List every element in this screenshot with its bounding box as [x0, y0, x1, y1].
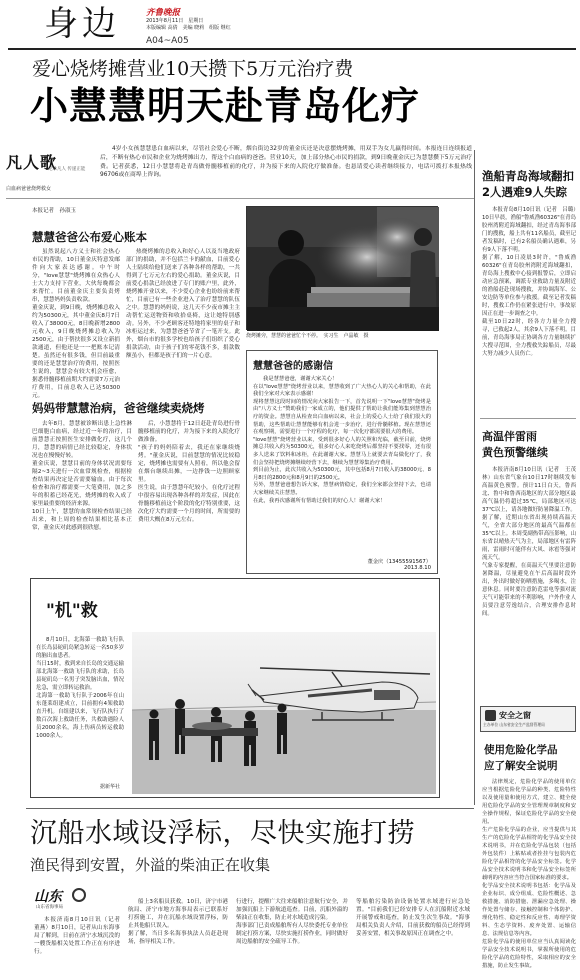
bottom-headline: 沉船水域设浮标，尽快实施打捞 [30, 818, 415, 849]
byline: 本报记者 孙淑玉 [32, 208, 77, 214]
column-logo [6, 150, 88, 180]
masthead-rule [8, 48, 576, 50]
maritime-logo-title: 山东 [34, 889, 62, 905]
safety-window-logo [480, 706, 576, 732]
maritime-anchor-icon [72, 888, 86, 902]
rescue-body: 8月10日，北海第一救助飞行队在长岛县砣矶岛紧急转运一名50多岁的脑出血患者。 当日15时，救到来自长岛的交通运输部北海第一救助飞行队的求助，长岛县砣矶岛一名男子突发脑出血，情况危急，需立即转运救治。 北海第一救助飞行队于2006年在山东蓬莱组建成立，目前拥有4架救助直升机。自组建以来，飞行队执行了数百次海上救助任务，共救助遇险人员2000余名，海上伤病员转运救助1000余人。 [36, 637, 124, 739]
section-title: 身边 [44, 4, 120, 44]
intro-rule [6, 198, 474, 199]
right1-heading-line2: 2人遇难9人失踪 [482, 185, 568, 199]
right-column-divider [474, 150, 475, 805]
article1-body-left: 虽然说起八方义士和社会热心市民的帮助，10日董金庆特意发邮件向大家表达感谢。中午时分，"love慧慧"烧烤摊在众热心人士大力支持下营业，大伙每晚都会来帮忙。目前董金庆主要负责烤串，慧慧妈妈负责收款。 董金庆说，到9日晚，烧烤摊总收入约为50300元，其中董金庆8月7日收入了38000元，8日晚新增2800元收入，9日晚烧烤摊总收入为2500元，由于帮扶很多又设立新捐款通道，但他还是一一把账本记清楚。虽然还有很多钱，但目前最重要的还是慧慧治疗的费用，按照医生说的，慧慧会有较大机会痊愈，据悉骨髓移植前期大约需要7万元治疗费用，目前总收入已达50300元。 [32, 249, 120, 399]
helicopter-photo-image [132, 632, 436, 794]
maritime-logo [34, 886, 120, 912]
safety-body: 法律规定，危险化学品的使用单位应当根据危险化学品的种类、危险特性以及使用量和使用方式，建立、健全使用危险化学品的安全管理规章制度和安全操作规程，保证危险化学品的安全使用。 生产危险化学品的企业，应当提供与其生产的危险化学品相符的化学品安全技术说明书，并在危险化学品包装（包括外包装件）上粘贴或者拴挂与包装内危险化学品相符的化学品安全标签。化学品安全技术说明书和化学品安全标签所载明的内容应当符合国家标准的要求。 化学品安全技术说明书包括：化学品及企业标识、成分组成、危险性概述、急救措施、消防措施、泄漏应急处理、操作处置与储存、接触控制和个体防护、理化特性、稳定性和反应性、毒理学资料、生态学资料、废弃处置、运输信息、法规信息等内容。 危险化学品的使用单位应当认真阅读化学品安全技术说明书，掌握所使用的危险化学品的危险特性，采取相应的安全措施，防止发生事故。 [482, 779, 576, 969]
article2-heading: 妈妈带慧慧治病，爸爸继续卖烧烤 [32, 401, 205, 415]
right2-heading-line2: 黄色预警继续 [482, 446, 548, 459]
column-logo-sub: 记录凡人 传递正能 [48, 167, 86, 172]
safety-heading-line1: 使用危险化学品 [484, 744, 558, 756]
barbecue-photo-image [247, 207, 439, 331]
issue-date: 2013年8月11日 星期日 [146, 18, 204, 24]
rescue-title: "机"救 [46, 601, 98, 621]
paper-logo: 齐鲁晚报 [146, 8, 181, 18]
article2-body-right: 后，小慧慧将于12日赶赴青岛进行骨髓移植前的化疗，并为接下来的入院化疗做准备。 "孩子的妈妈陪着去，我还在家继续烧烤。"董金庆说，目前慧慧的情况比较稳定，烧烤摊也需要有人照看，所以他会留在烟台继续出摊，一边挣钱一边照顾家里。 医生说，由于慧慧年纪较小，在化疗过程中很容易出现各种各样的并发症，因此在骨髓移植前这个阶段的化疗特别重要，这次化疗大约需要一个月的时间，所需要的费用大概在8万元左右。 [138, 421, 240, 523]
safety-shield-icon [485, 710, 496, 721]
safety-heading-line2: 应了解安全说明 [484, 760, 558, 772]
bottom-body-col2: 船上3名船员获救。10日，济宁市港航局、济宁市地方海事局表示已联系好打捞施工，并在沉船水域设置浮标，防止其他船只误入。 据了解，当日多名海事执法人员赶赴现场，指导相关工作。 [128, 899, 228, 945]
right2-heading-line1: 高温伴雷雨 [482, 430, 537, 443]
column-logo-caption: 白血病爸爸烧烤救女 [6, 186, 52, 192]
rescue-credit: 据新华社 [100, 784, 121, 790]
photo-barbecue-stall [246, 206, 438, 330]
letter-body: 我是慧慧爸爸，谢谢大家关心！ 在以"love慧慧"烧烤营业以来，慧慧收到了广大热心人的关心和帮助，在此我们全家对大家表示感谢！ 现将慧慧这段时间的情况向大家报告一下，首先说明一下"love慧慧"烧烤是由"八方义士"赞助我们一家成立的，他们提供了帮助让我们能筹集到慧慧治疗的资金。慧慧自从检查出白血病以来，社会上的爱心人士给了我们很大的帮助，这些帮助让慧慧能够有机会进一步治疗，进行骨髓移植。现在慧慧还在观察期，需要进行一个疗程的化疗，每一次化疗都需要很大的费用。 "love慧慧"烧烤营业以来，受到很多好心人的关照和光临，截至目前，烧烤摊总共收入约为50300元，很多好心人来吃烧烤后都坚持不要找零，还有很多人送来了饮料和冰柜，在此谢谢大家。慧慧马上就要去青岛做化疗了，我们会坚持把烧烤摊继续经营下去，继续为慧慧筹集治疗费用。 到目前为止，此次共收入为50300元，其中包括8月7日收入的38000元、8月8日的2800元和8月9日的2500元。 另外，慧慧爸爸想告诉大家，慧慧病情稳定，我们全家都会坚持下去，也请大家继续关注慧慧。 在此，我再次感谢所有帮助过我们的好心人！谢谢大家！ [253, 376, 431, 504]
article1-heading: 慧慧爸爸公布爱心账本 [32, 230, 147, 244]
page-numbers: A04~A05 [146, 36, 189, 46]
bottom-rule [26, 808, 474, 809]
right2-body: 本报济南8月10日讯（记者 王茂林）山东省气象台10日17时继续发布高温黄色预警。预计11日白天，鲁西北、鲁中和鲁西南地区的大部分地区最高气温仍将超过35℃，局部地区可达37℃以上，请各地做好防暑降温工作。 据了解，近期山东省出现持续高温天气，全省大部分地区的最高气温都在35℃以上。本周受副热带高压影响，山东省以晴热天气为主，局部地区有雷阵雨，雷雨时可能伴有大风、冰雹等强对流天气。 气象专家提醒，在高温天气里要注意防暑降温，尽量避免在午后高温时段外出，外出时做好防晒措施，多喝水，注意休息。同时要注意防范雷电等强对流天气可能带来的不利影响，户外作业人员要注意劳逸结合，合理安排作息时间。 [482, 467, 576, 617]
photo-helicopter-rescue [132, 632, 436, 794]
bottom-subhead: 渔民得到安置，外溢的柴油正在收集 [30, 856, 271, 874]
right1-heading-line1: 渔船青岛海域翻扣 [482, 169, 574, 183]
lead-intro: 4岁小女孩慧慧患白血病以来，尽管社会爱心不断，烟台街边32岁的董金庆还是决意摆烧烤摊，用双手为女儿赢得时间。本报连日连续报道后，不断有热心市民和企业为烧烤摊出力，帮这个白血病的爸爸。营业10天，加上部分热心市民的捐款，到9日晚董金庆已为慧慧攒下5万元治疗费。记者获悉，12日小慧慧将赴青岛做骨髓移植前的化疗，并为接下来的入院化疗做准备。也恳请爱心读者继续接力，电话可拨打本报热线96706或在商埠上咨询。 [100, 146, 472, 179]
thank-you-letter [246, 350, 438, 574]
article2-body-left: 去年8月，慧慧被诊断出患上急性淋巴细胞白血病，经过近一年的治疗，目前慧慧正按照医生安排做化疗，这几个月，慧慧的病情已经比较稳定，身体状况也在慢慢好转。 董金庆说，慧慧目前的身体状况需要每隔2~3天进行一次血常规检查，根据检查结果再决定是否需要输血。由于每次检查和治疗都需要一大笔费用，加之多年的积蓄已经花光，烧烤摊的收入成了家里最重要的经济来源。 10日上午，慧慧的血常规检查结果已经出来，和上周的检查结果相比基本正常，董金庆对此感到很欣慰。 [32, 421, 132, 531]
column-logo-title: 凡人歌 [6, 153, 58, 172]
bottom-body-col3: 行进行，提醒广大往来船舶注意航行安全，并加强沉船上下游航道巡查。目前，沉船外溢的柴油正在收集，防止对水域造成污染。 海事部门已责成船舶所有人尽快委托专业单位制定打捞方案，尽快实施打捞作业，同时做好周边船舶的安全疏导工作。 [236, 899, 348, 945]
safety-logo-sub: 主办单位 山东省安全生产监督管理局 [483, 722, 545, 727]
lead-headline: 小慧慧明天赴青岛化疗 [30, 84, 421, 128]
lead-kicker: 爱心烧烤摊营业10天攒下5万元治疗费 [32, 58, 354, 80]
letter-signature: 董金庆（13455591567） [367, 559, 431, 565]
photo1-caption: 烧烤摊旁，慧慧的爸爸忙个不停。 实习生 卢晶敏 摄 [246, 333, 369, 339]
bottom-body-col1: 本报济南8月10日讯（记者 董燕）8月10日，记者从山东海事局了解到，日前在济宁水域沉没的一艘货船相关处置工作正在有序进行。 [34, 917, 126, 955]
right1-body: 本报青岛8月10日讯（记者 吕璐）10日早晨，渔船"鲁威渔60326"在青岛胶州湾附近海域翻扣，经过青岛海事部门的搜救，船上共有11名船员，截至记者发稿时，已有2名船员确认遇难，另有9人下落不明。 据了解，10日凌晨3时许，"鲁威渔60326"在青岛胶州湾附近海域翻扣，青岛海上搜救中心接到报警后，立即启动应急预案，调派专业救助力量及附近的渔船赶赴现场搜救，并协调海军、公安边防等单位参与救援。截至记者发稿时，搜救工作仍在紧张进行中，事故原因正在进一步调查之中。 截至10日22时，经各方力量全力搜寻，已救起2人，其余9人下落不明。目前，青岛海事局正协调各方力量继续扩大搜寻范围，全力搜救失踪船员，尽最大努力减少人员伤亡。 [482, 207, 576, 357]
page-editors: 本版编辑 高倩 美编 晓莉 组版 继红 [146, 25, 231, 31]
article1-body-right: 热烧烤摊的总收入和好心人以及当地政府部门的捐助，并不包括兰卡的献血，目前爱心人士陆续给他们送来了各种各样的帮助，一共得到了七万元左右的爱心捐助。董金庆说，目前爱心捐款已经放进了专门的账户里，此外，烧烤摊开业以来，不少爱心企业也纷纷前来帮忙，目前已有一些企业进入了治疗慧慧的队伍之中。慧慧的妈妈说，这几天不少夜市摊主主动帮忙运送物资和收拾桌椅，这让她特别感动。另外，不少老顾客还特地将家里的桌子和冰柜运过来，为慧慧爸爸节省了一笔开支。此外，烟台市的很多学校也给孩子们组织了爱心捐款活动，由于孩子们的零花钱不多，捐款数额虽小，但都是孩子们的一片心意。 [126, 249, 240, 359]
letter-date: 2013.8.10 [404, 565, 431, 571]
letter-title: 慧慧爸爸的感谢信 [253, 361, 333, 372]
safety-logo-title: 安全之窗 [499, 711, 531, 720]
right-rule-1 [480, 418, 576, 419]
bottom-body-col4: 等船舶污染防治设备处置水域进行应急处置。"目前我们已经安排专人在沉船附近水域开展警戒和巡查，防止发生次生事故。"海事局相关负责人介绍，目前获救的船员已经得到妥善安置，相关事故原因正在调查之中。 [356, 899, 470, 937]
maritime-logo-sub: 山东省海事局 [36, 905, 63, 910]
